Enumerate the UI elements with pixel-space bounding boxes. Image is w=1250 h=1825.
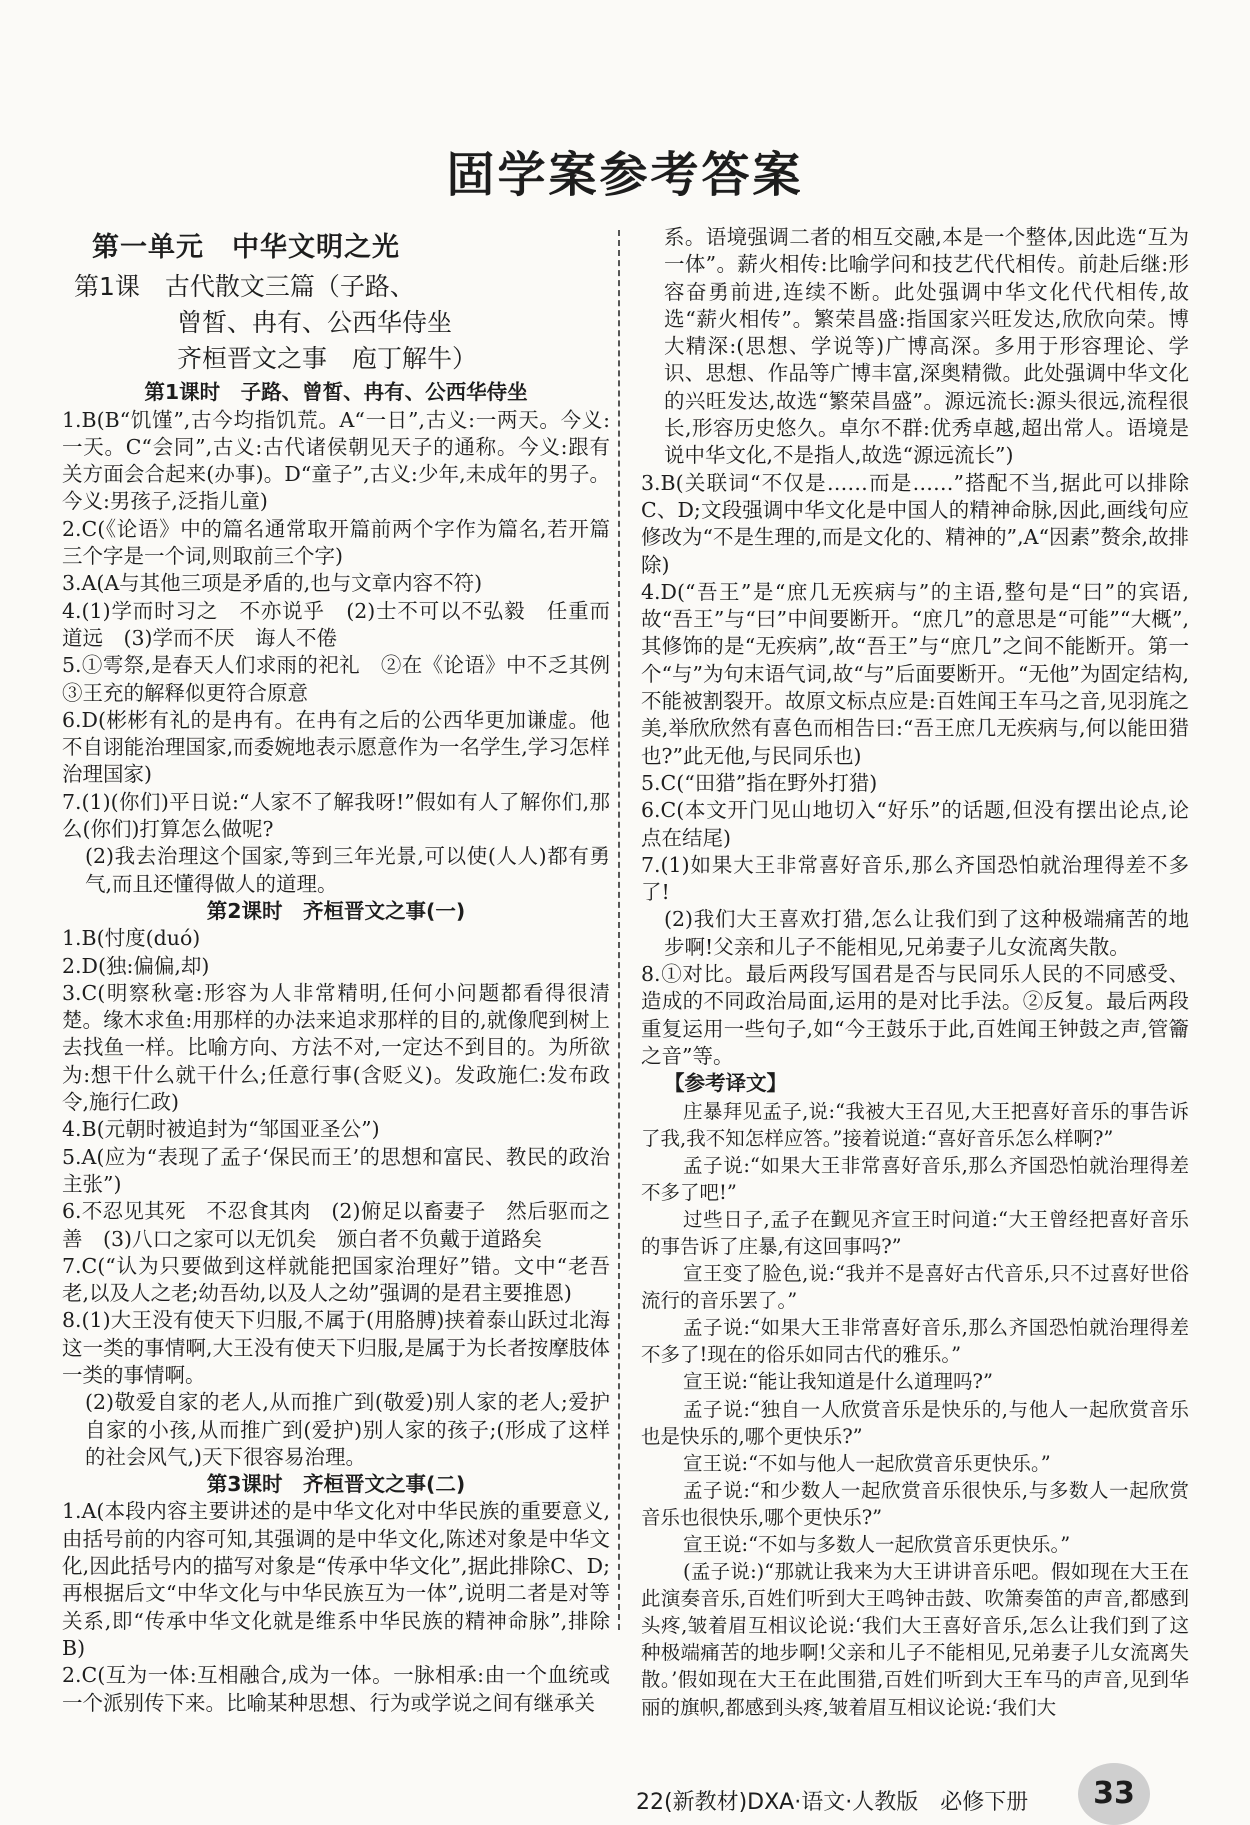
book-info-footer: 22(新教材)DXA·语文·人教版 必修下册 [636,1790,1029,1815]
translation-paragraph: 宣王说:“不如与他人一起欣赏音乐更快乐。” [683,1451,1051,1475]
session-title: 第3课时 齐桓晋文之事(二) [206,1472,466,1497]
answer-item: 8.①对比。最后两段写国君是否与民同乐人民的不同感受、造成的不同政治局面,运用的是对比手法。②反复。最后两段重复运用一些句子,如“今王鼓乐于此,百姓闻王钟鼓之声,管籥之音”等。 [641,962,1189,1068]
lesson-heading [74,269,610,377]
answer-item: 4.D(“吾王”是“庶几无疾病与”的主语,整句是“曰”的宾语,故“吾王”与“曰”中间要断开。“庶几”的意思是“可能”“大概”,其修饰的是“无疾病”,故“吾王”与“庶几”之间不能断开。第一个“与”为句末语气词,故“与”后面要断开。“无他”为固定结构,不能被割裂开。故原文标点应是:百姓闻王车马之音,见羽旄之美,举欣欣然有喜色而相告曰:“吾王庶几无疾病与,何以能田猎也?”此无他,与民同乐也) [641,579,1189,768]
translation-paragraph: 庄暴拜见孟子,说:“我被大王召见,大王把喜好音乐的事告诉了我,我不知怎样应答。”接着说道:“喜好音乐怎么样啊?” [641,1099,1189,1150]
answer-item: 4.(1)学而时习之 不亦说乎 (2)士不可以不弘毅 任重而道远 (3)学而不厌 诲人不倦 [62,598,610,650]
answer-item: 3.C(明察秋毫:形容为人非常精明,任何小问题都看得很清楚。缘木求鱼:用那样的办法来追求那样的目的,就像爬到树上去找鱼一样。比喻方向、方法不对,一定达不到目的。为所欲为:想干什么就干什么;任意行事(含贬义)。发政施仁:发布政令,施行仁政) [62,980,610,1115]
column-divider [618,230,620,1630]
answer-item: 5.A(应为“表现了孟子‘保民而王’的思想和富民、教民的政治主张”) [62,1144,610,1196]
reference-translation-heading: 【参考译文】 [664,1071,787,1096]
translation-paragraph: 孟子说:“如果大王非常喜好音乐,那么齐国恐怕就治理得差不多了吧!” [641,1153,1189,1204]
right-column [641,224,1189,1721]
answer-item: 2.C(互为一体:互相融合,成为一体。一脉相承:由一个血统或一个派别传下来。比喻某种思想、行为或学说之间有继承关 [62,1663,610,1715]
translation-paragraph: 过些日子,孟子在觐见齐宣王时问道:“大王曾经把喜好音乐的事告诉了庄暴,有这回事吗?” [641,1207,1189,1258]
answer-item: (2)我去治理这个国家,等到三年光景,可以使(人人)都有勇气,而且还懂得做人的道理。 [85,844,610,896]
answer-item: 7.(1)(你们)平日说:“人家不了解我呀!”假如有人了解你们,那么(你们)打算怎么做呢? [62,789,610,842]
answer-item: 5.①雩祭,是春天人们求雨的祀礼 ②在《论语》中不乏其例 ③王充的解释似更符合原意 [62,653,631,705]
lesson-line: 第1课 古代散文三篇（子路、 [74,272,415,302]
session-title: 第1课时 子路、曾皙、冉有、公西华侍坐 [144,380,528,405]
translation-paragraph: (孟子说:)“那就让我来为大王讲讲音乐吧。假如现在大王在此演奏音乐,百姓们听到大王鸣钟击鼓、吹箫奏笛的声音,都感到头疼,皱着眉互相议论说:‘我们大王喜好音乐,怎么让我们到了这种极端痛苦的地步啊!父亲和儿子不能相见,兄弟妻子儿女流离失散。’假如现在大王在此围猎,百姓们听到大王车马的声音,见到华丽的旗帜,都感到头疼,皱着眉互相议论说:‘我们大 [641,1560,1189,1719]
answer-item: 1.B(忖度(duó) [62,926,201,951]
answer-item: 4.B(元朝时被追封为“邹国亚圣公”) [62,1117,380,1142]
answer-item: 3.A(A与其他三项是矛盾的,也与文章内容不符) [62,571,483,596]
left-column [62,228,631,1717]
answer-item: 7.C(“认为只要做到这样就能把国家治理好”错。文中“老吾老,以及人之老;幼吾幼,以及人之幼”强调的是君主要推恩) [62,1253,610,1306]
answer-item: (2)我们大王喜欢打猎,怎么让我们到了这种极端痛苦的地步啊!父亲和儿子不能相见,兄弟妻子儿女流离失散。 [664,907,1189,959]
answer-item: 7.(1)如果大王非常喜好音乐,那么齐国恐怕就治理得差不多了! [641,852,1189,905]
answer-item: 6.不忍见其死 不忍食其肉 (2)俯足以畜妻子 然后驱而之善 (3)八口之家可以无饥矣 颁白者不负戴于道路矣 [62,1199,610,1251]
translation-paragraph: 宣王变了脸色,说:“我并不是喜好古代音乐,只不过喜好世俗流行的音乐罢了。” [641,1262,1189,1313]
answer-item: 1.B(B“饥馑”,古今均指饥荒。A“一日”,古义:一两天。今义:一天。C“会同”,古义:古代诸侯朝见天子的通称。今义:跟有关方面会合起来(办事)。D“童子”,古义:少年,未成年的男子。今义:男孩子,泛指儿童) [62,407,610,514]
answer-item: 6.C(本文开门见山地切入“好乐”的话题,但没有摆出论点,论点在结尾) [641,798,1189,850]
page-number: 33 [1078,1763,1150,1825]
answer-item: 系。语境强调二者的相互交融,本是一个整体,因此选“互为一体”。薪火相传:比喻学问和技艺代代相传。前赴后继:形容奋勇前进,连续不断。此处强调中华文化代代相传,故选“薪火相传”。繁荣昌盛:指国家兴旺发达,欣欣向荣。博大精深:(思想、学说等)广博高深。多用于形容理论、学识、思想、作品等广博丰富,深奥精微。此处强调中华文化的兴旺发达,故选“繁荣昌盛”。源远流长:源头很远,流程很长,形容历史悠久。卓尔不群:优秀卓越,超出常人。语境是说中华文化,不是指人,故选“源远流长”) [664,225,1189,468]
lesson-line: 曾皙、冉有、公西华侍坐 [177,308,453,338]
answer-item: 8.(1)大王没有使天下归服,不属于(用胳膊)挟着泰山跃过北海这一类的事情啊,大王没有使天下归服,是属于为长者按摩肢体一类的事情啊。 [62,1308,610,1387]
translation-paragraph: 孟子说:“如果大王非常喜好音乐,那么齐国恐怕就治理得差不多了!现在的俗乐如同古代的雅乐。” [641,1316,1189,1367]
answer-item: 2.C(《论语》中的篇名通常取开篇前两个字作为篇名,若开篇三个字是一个词,则取前三个字) [62,516,610,569]
answer-item: 6.D(彬彬有礼的是冉有。在冉有之后的公西华更加谦虚。他不自诩能治理国家,而委婉地表示愿意作为一名学生,学习怎样治理国家) [62,707,610,787]
answer-item: (2)敬爱自家的老人,从而推广到(敬爱)别人家的老人;爱护自家的小孩,从而推广到(爱护)别人家的孩子;(形成了这样的社会风气,)天下很容易治理。 [85,1390,610,1469]
answer-item: 3.B(关联词“不仅是……而是……”搭配不当,据此可以排除C、D;文段强调中华文化是中国人的精神命脉,因此,画线句应修改为“不是生理的,而是文化的、精神的”,A“因素”赘余,故排除) [641,470,1189,577]
session-title: 第2课时 齐桓晋文之事(一) [206,898,466,923]
translation-paragraph: 孟子说:“和少数人一起欣赏音乐很快乐,与多数人一起欣赏音乐也很快乐,哪个更快乐?” [641,1478,1189,1529]
unit-heading: 第一单元 中华文明之光 [92,232,400,263]
translation-paragraph: 宣王说:“不如与多数人一起欣赏音乐更快乐。” [683,1533,1071,1556]
translation-paragraph: 孟子说:“独自一人欣赏音乐是快乐的,与他人一起欣赏音乐也是快乐的,哪个更快乐?” [641,1397,1189,1448]
translation-paragraph: 宣王说:“能让我知道是什么道理吗?” [683,1370,993,1394]
answer-item: 1.A(本段内容主要讲述的是中华文化对中华民族的重要意义,由括号前的内容可知,其强调的是中华文化,陈述对象是中华文化,因此括号内的描写对象是“传承中华文化”,据此排除C、D;再根据后文“中华文化与中华民族互为一体”,说明二者是对等关系,即“传承中华文化就是维系中华民族的精神命脉”,排除B) [62,1499,610,1660]
answer-item: 5.C(“田猎”指在野外打猎) [641,770,878,795]
answer-item: 2.D(独:偏偏,却) [62,953,210,978]
lesson-line: 齐桓晋文之事 庖丁解牛） [177,344,478,374]
page-title: 固学案参考答案 [446,147,804,203]
